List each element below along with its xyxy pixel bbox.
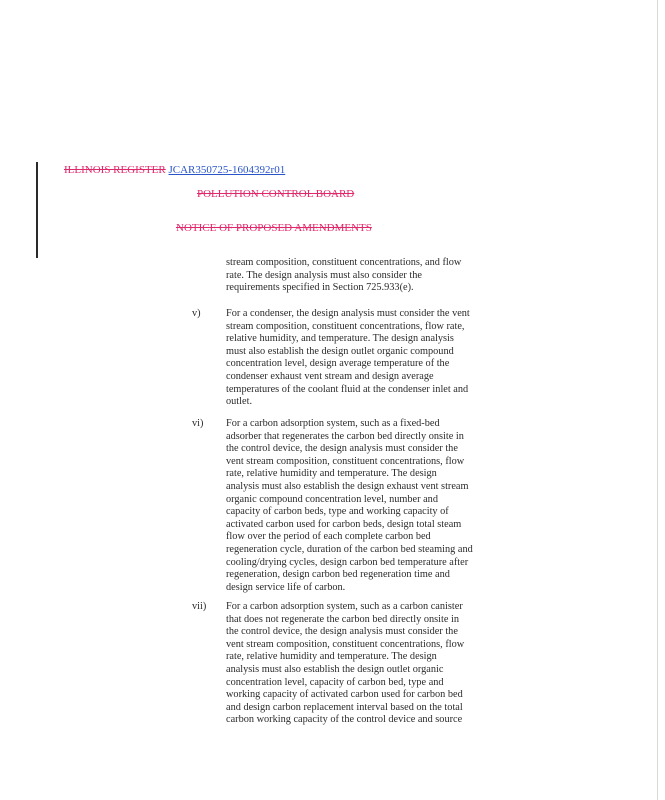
text-line: must also establish the design outlet organic compound xyxy=(226,345,454,357)
text-line: concentration level, capacity of carbon bed, type and xyxy=(226,676,444,688)
item-paragraph-vi xyxy=(226,418,478,594)
text-line: flow over the period of each complete carbon bed xyxy=(226,531,431,543)
text-line: relative humidity, and temperature. The design analysis xyxy=(226,333,454,345)
text-line: concentration level, design average temperature of the xyxy=(226,358,450,370)
register-header xyxy=(64,164,285,177)
text-line: analysis must also establish the design outlet organic xyxy=(226,663,444,675)
item-label-vii: vii) xyxy=(192,601,207,612)
text-line: analysis must also establish the design exhaust vent stream xyxy=(226,480,469,492)
change-bar xyxy=(36,162,38,258)
text-line: rate, relative humidity and temperature. The design xyxy=(226,468,437,480)
text-line: condenser exhaust vent stream and design average xyxy=(226,370,434,382)
text-line: vent stream composition, constituent concentrations, flow xyxy=(226,455,465,467)
text-line: rate. The design analysis must also consider the xyxy=(226,269,422,281)
text-line: cooling/drying cycles, design carbon bed temperature after xyxy=(226,556,469,568)
text-line: requirements specified in Section 725.933(e). xyxy=(226,282,414,294)
text-line: working capacity of activated carbon used for carbon bed xyxy=(226,689,463,701)
text-line: rate, relative humidity and temperature. The design xyxy=(226,651,437,663)
text-line: regeneration, design carbon bed regeneration time and xyxy=(226,569,450,581)
text-line: organic compound concentration level, number and xyxy=(226,493,438,505)
text-line: For a carbon adsorption system, such as a carbon canister xyxy=(226,601,463,612)
text-line: temperatures of the coolant fluid at the condenser inlet and xyxy=(226,383,469,395)
register-inserted-text: JCAR350725-1604392r01 xyxy=(168,164,286,176)
item-label-v: v) xyxy=(192,308,201,319)
text-line: that does not regenerate the carbon bed directly onsite in xyxy=(226,613,460,625)
text-line: For a carbon adsorption system, such as a fixed-bed xyxy=(226,418,440,429)
text-line: outlet. xyxy=(226,396,253,408)
text-line: design service life of carbon. xyxy=(226,581,346,593)
board-heading: POLLUTION CONTROL BOARD xyxy=(197,188,355,200)
text-line: regeneration cycle, duration of the carbon bed steaming and xyxy=(226,543,473,555)
item-label-vi: vi) xyxy=(192,418,204,429)
text-line: the control device, the design analysis must consider the xyxy=(226,443,458,455)
text-line: stream composition, constituent concentrations, flow rate, xyxy=(226,320,465,332)
text-line: vent stream composition, constituent concentrations, flow xyxy=(226,638,465,650)
text-line: carbon working capacity of the control device and source xyxy=(226,714,463,726)
item-paragraph-vii xyxy=(226,601,478,727)
text-line: stream composition, constituent concentrations, and flow xyxy=(226,257,462,268)
text-line: activated carbon used for carbon beds, design total steam xyxy=(226,518,462,530)
page-edge-line xyxy=(657,0,658,800)
notice-heading: NOTICE OF PROPOSED AMENDMENTS xyxy=(176,222,372,234)
continuation-paragraph xyxy=(226,257,478,295)
text-line: and design carbon replacement interval based on the total xyxy=(226,701,463,713)
text-line: For a condenser, the design analysis must consider the vent xyxy=(226,308,470,319)
text-line: capacity of carbon beds, type and working capacity of xyxy=(226,506,449,518)
item-paragraph-v xyxy=(226,308,478,409)
register-struck-text: ILLINOIS REGISTER xyxy=(64,164,166,176)
text-line: the control device, the design analysis must consider the xyxy=(226,626,458,638)
text-line: adsorber that regenerates the carbon bed directly onsite in xyxy=(226,430,464,442)
